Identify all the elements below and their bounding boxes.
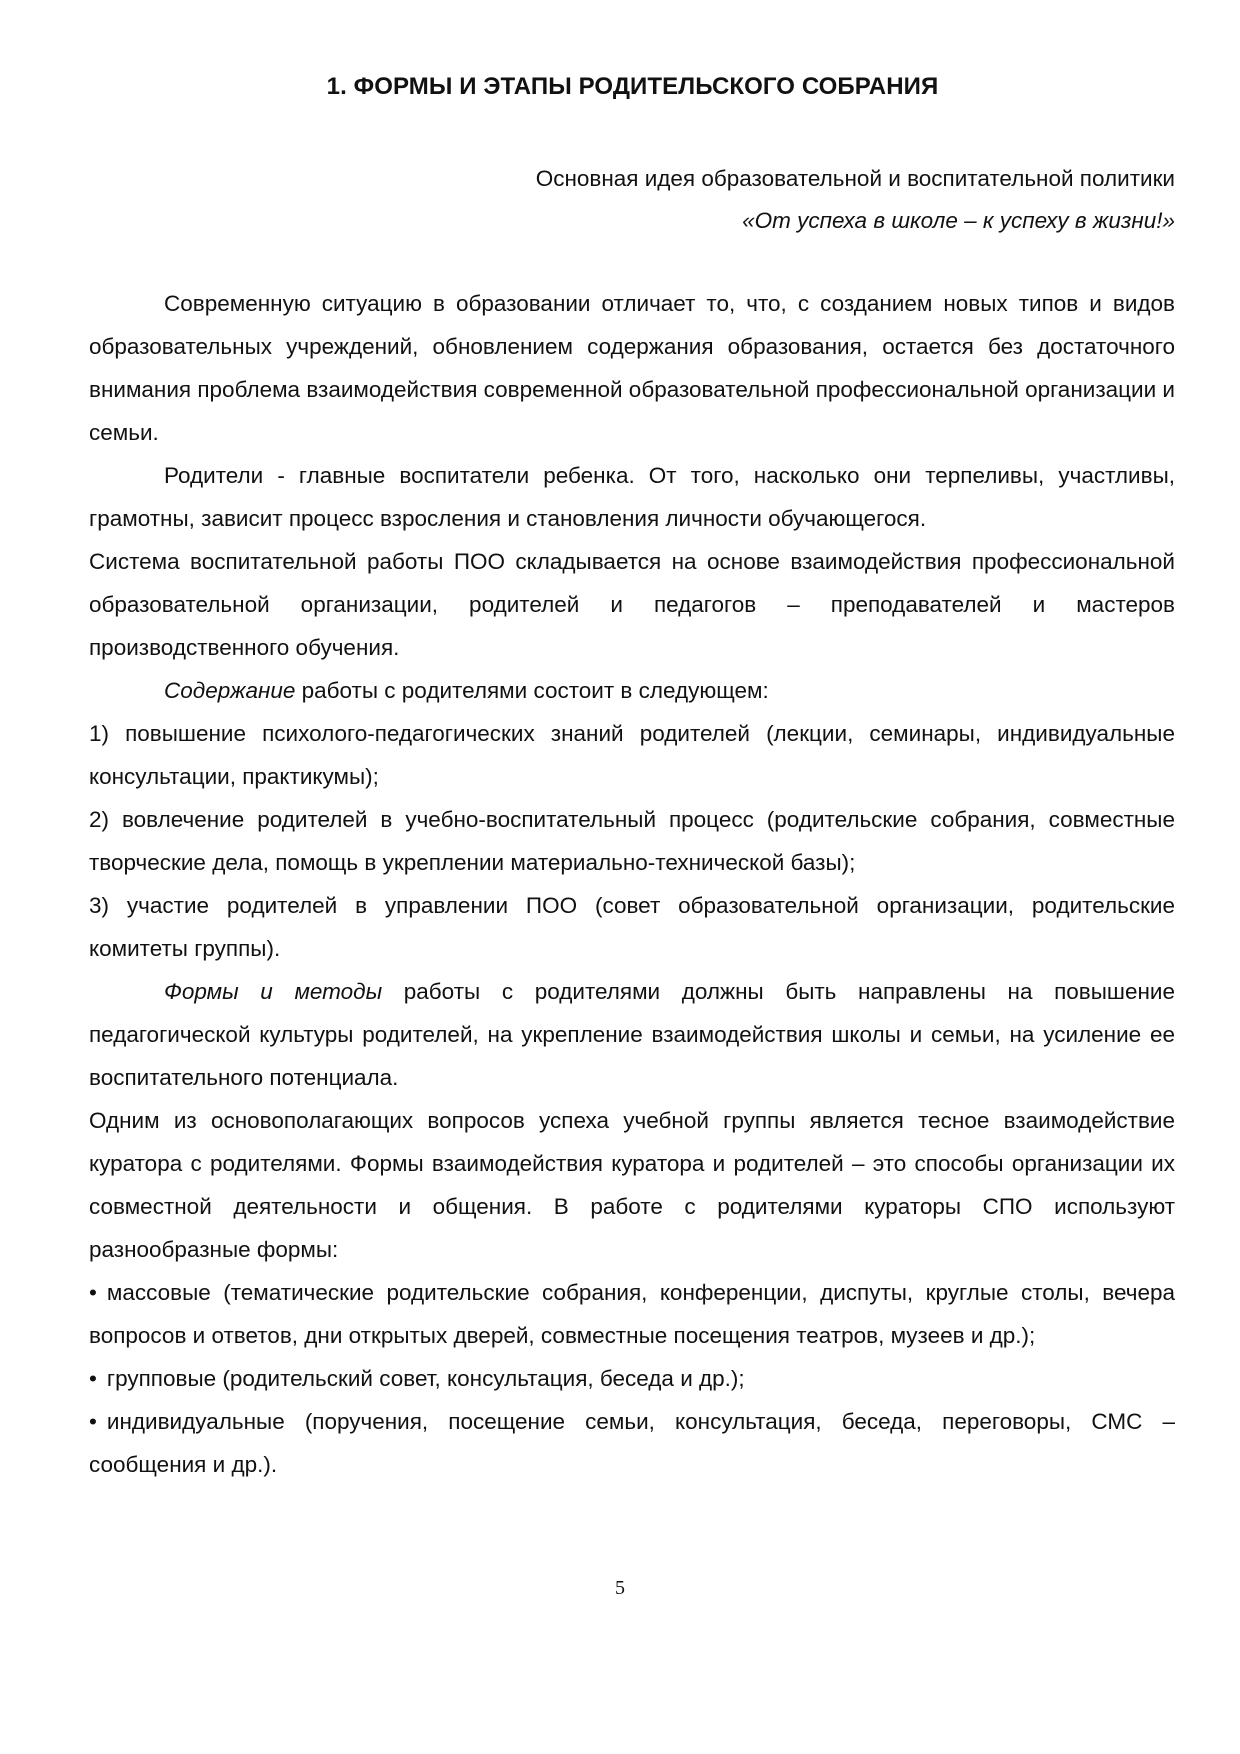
emphasis-text: Формы и методы <box>164 979 383 1004</box>
paragraph-text: работы с родителями состоит в следующем: <box>295 678 769 703</box>
bullet-item <box>89 1400 1175 1486</box>
numbered-item: 3) участие родителей в управлении ПОО (совет образовательной организации, родительские комитеты группы). <box>89 893 1175 961</box>
paragraph: Одним из основополагающих вопросов успеха учебной группы является тесное взаимодействие куратора с родителями. Формы взаимодействия куратора и родителей – это способы организации их совместной деятельности и общения. В работе с родителями кураторы СПО используют разнообразные формы: <box>89 1108 1175 1262</box>
paragraph: Современную ситуацию в образовании отличает то, что, с созданием новых типов и видов образовательных учреждений, обновлением содержания образования, остается без достаточного внимания проблема взаимодействия современной образовательной профессиональной организации и семьи. <box>89 291 1175 445</box>
bullet-icon: • <box>89 1280 97 1305</box>
paragraph: Родители - главные воспитатели ребенка. От того, насколько они терпеливы, участливы, грамотны, зависит процесс взросления и становления личности обучающегося. <box>89 463 1175 531</box>
bullet-icon: • <box>89 1366 97 1391</box>
numbered-item: 1) повышение психолого-педагогических знаний родителей (лекции, семинары, индивидуальные консультации, практикумы); <box>89 721 1175 789</box>
paragraph-text: работы с родителями должны быть направлены на повышение педагогической культуры родителей, на укрепление взаимодействия школы и семьи, на усиление ее воспитательного потенциала. <box>89 979 1175 1090</box>
bullet-item <box>89 1271 1175 1357</box>
numbered-item: 2) вовлечение родителей в учебно-воспитательный процесс (родительские собрания, совместные творческие дела, помощь в укреплении материально-технической базы); <box>89 807 1175 875</box>
paragraph <box>89 669 1175 712</box>
body-text <box>89 282 1175 1486</box>
page-number: 5 <box>615 1577 625 1599</box>
epigraph-quote: «От успеха в школе – к успеху в жизни!» <box>742 208 1175 233</box>
bullet-item <box>89 1357 1175 1400</box>
bullet-text: массовые (тематические родительские собрания, конференции, диспуты, круглые столы, вечера вопросов и ответов, дни открытых дверей, совместные посещения театров, музеев и др.); <box>89 1280 1175 1348</box>
bullet-icon: • <box>89 1409 97 1434</box>
paragraph <box>89 970 1175 1099</box>
bullet-text: групповые (родительский совет, консультация, беседа и др.); <box>106 1366 745 1391</box>
epigraph <box>275 158 1175 242</box>
epigraph-line: Основная идея образовательной и воспитательной политики <box>535 166 1175 191</box>
section-heading: 1. ФОРМЫ И ЭТАПЫ РОДИТЕЛЬСКОГО СОБРАНИЯ <box>326 73 939 100</box>
emphasis-text: Содержание <box>164 678 296 703</box>
bullet-text: индивидуальные (поручения, посещение семьи, консультация, беседа, переговоры, СМС – сообщения и др.). <box>89 1409 1175 1477</box>
paragraph: Система воспитательной работы ПОО складывается на основе взаимодействия профессиональной образовательной организации, родителей и педагогов – преподавателей и мастеров производственного обучения. <box>89 549 1175 660</box>
